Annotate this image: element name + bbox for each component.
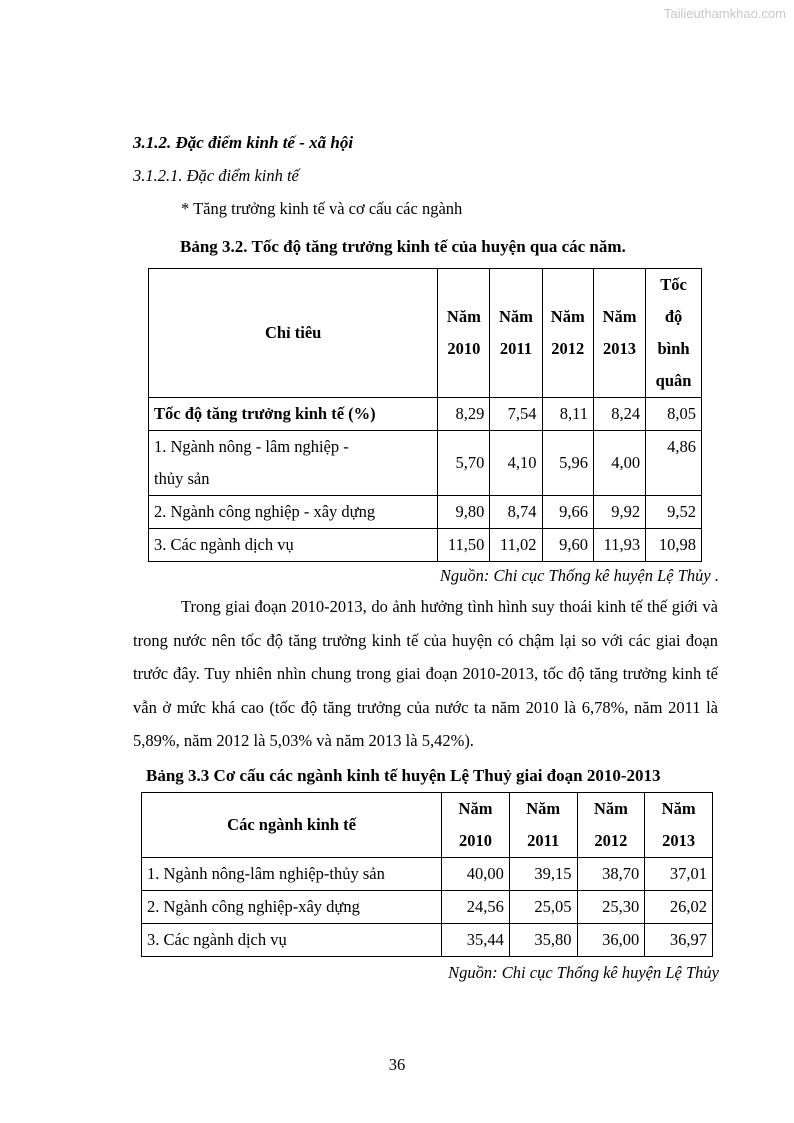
cell: 39,15 — [509, 858, 577, 891]
watermark: Tailieuthamkhao.com — [663, 6, 786, 21]
cell: 10,98 — [646, 529, 702, 562]
row-label: 2. Ngành công nghiệp - xây dựng — [149, 496, 438, 529]
cell: 25,30 — [577, 891, 645, 924]
cell: 8,29 — [438, 398, 490, 431]
cell: 40,00 — [442, 858, 510, 891]
cell: 38,70 — [577, 858, 645, 891]
header-year-2011: Năm 2011 — [490, 269, 542, 398]
table1-caption: Bảng 3.2. Tốc độ tăng trưởng kinh tế của huyện qua các năm. — [180, 237, 626, 256]
page-number: 36 — [388, 1055, 406, 1074]
table-row — [142, 891, 713, 924]
cell: 4,86 — [646, 431, 702, 496]
cell: 11,93 — [594, 529, 646, 562]
growth-table — [148, 268, 702, 562]
header-year-2011: Năm 2011 — [509, 793, 577, 858]
cell: 37,01 — [645, 858, 713, 891]
header-indicator: Chỉ tiêu — [149, 269, 438, 398]
table2-caption: Bảng 3.3 Cơ cấu các ngành kinh tế huyện Lệ Thuỷ giai đoạn 2010-2013 — [146, 766, 661, 785]
cell: 9,52 — [646, 496, 702, 529]
table1-source: Nguồn: Chi cục Thống kê huyện Lệ Thủy . — [439, 566, 719, 585]
cell: 8,05 — [646, 398, 702, 431]
table-row — [149, 398, 702, 431]
cell: 11,02 — [490, 529, 542, 562]
cell: 9,80 — [438, 496, 490, 529]
cell: 24,56 — [442, 891, 510, 924]
cell: 5,96 — [542, 431, 594, 496]
cell: 8,11 — [542, 398, 594, 431]
header-year-2012: Năm 2012 — [577, 793, 645, 858]
row-label: Tốc độ tăng trưởng kinh tế (%) — [149, 398, 438, 431]
cell: 36,97 — [645, 924, 713, 957]
table-row — [142, 924, 713, 957]
row-label: 3. Các ngành dịch vụ — [142, 924, 442, 957]
row-label: 1. Ngành nông-lâm nghiệp-thủy sản — [142, 858, 442, 891]
subsection-heading: 3.1.2.1. Đặc điểm kinh tế — [133, 166, 299, 185]
header-year-2013: Năm 2013 — [645, 793, 713, 858]
cell: 36,00 — [577, 924, 645, 957]
cell: 5,70 — [438, 431, 490, 496]
cell: 25,05 — [509, 891, 577, 924]
structure-table — [141, 792, 713, 957]
header-sector: Các ngành kinh tế — [142, 793, 442, 858]
bullet-line: * Tăng trưởng kinh tế và cơ cấu các ngành — [181, 199, 463, 218]
cell: 7,54 — [490, 398, 542, 431]
table-row — [149, 496, 702, 529]
row-label: 2. Ngành công nghiệp-xây dựng — [142, 891, 442, 924]
cell: 4,10 — [490, 431, 542, 496]
cell: 11,50 — [438, 529, 490, 562]
header-year-2010: Năm 2010 — [438, 269, 490, 398]
cell: 8,74 — [490, 496, 542, 529]
table2-source: Nguồn: Chi cục Thống kê huyện Lệ Thủy — [448, 963, 719, 982]
header-year-2010: Năm 2010 — [442, 793, 510, 858]
table-row — [149, 431, 702, 496]
cell: 9,60 — [542, 529, 594, 562]
section-heading: 3.1.2. Đặc điểm kinh tế - xã hội — [133, 133, 354, 152]
cell: 4,00 — [594, 431, 646, 496]
table-header-row — [142, 793, 713, 858]
row-label: 1. Ngành nông - lâm nghiệp - thủy sản — [149, 431, 438, 496]
table-header-row — [149, 269, 702, 398]
header-average: Tốc độ bình quân — [646, 269, 702, 398]
cell: 8,24 — [594, 398, 646, 431]
row-label: 3. Các ngành dịch vụ — [149, 529, 438, 562]
header-year-2013: Năm 2013 — [594, 269, 646, 398]
cell: 9,66 — [542, 496, 594, 529]
header-year-2012: Năm 2012 — [542, 269, 594, 398]
body-paragraph: Trong giai đoạn 2010-2013, do ảnh hưởng tình hình suy thoái kinh tế thế giới và trong nước nên tốc độ tăng trưởng kinh tế của huyện có chậm lại so với các giai đoạn trước đây. Tuy nhiên nhìn chung trong giai đoạn 2010-2013, tốc độ tăng trưởng kinh tế vẫn ở mức khá cao (tốc độ tăng trưởng của nước ta năm 2010 là 6,78%, năm 2011 là 5,89%, năm 2012 là 5,03% và năm 2013 là 5,42%). — [133, 597, 718, 750]
cell: 35,44 — [442, 924, 510, 957]
table-row — [149, 529, 702, 562]
cell: 9,92 — [594, 496, 646, 529]
cell: 35,80 — [509, 924, 577, 957]
cell: 26,02 — [645, 891, 713, 924]
table-row — [142, 858, 713, 891]
